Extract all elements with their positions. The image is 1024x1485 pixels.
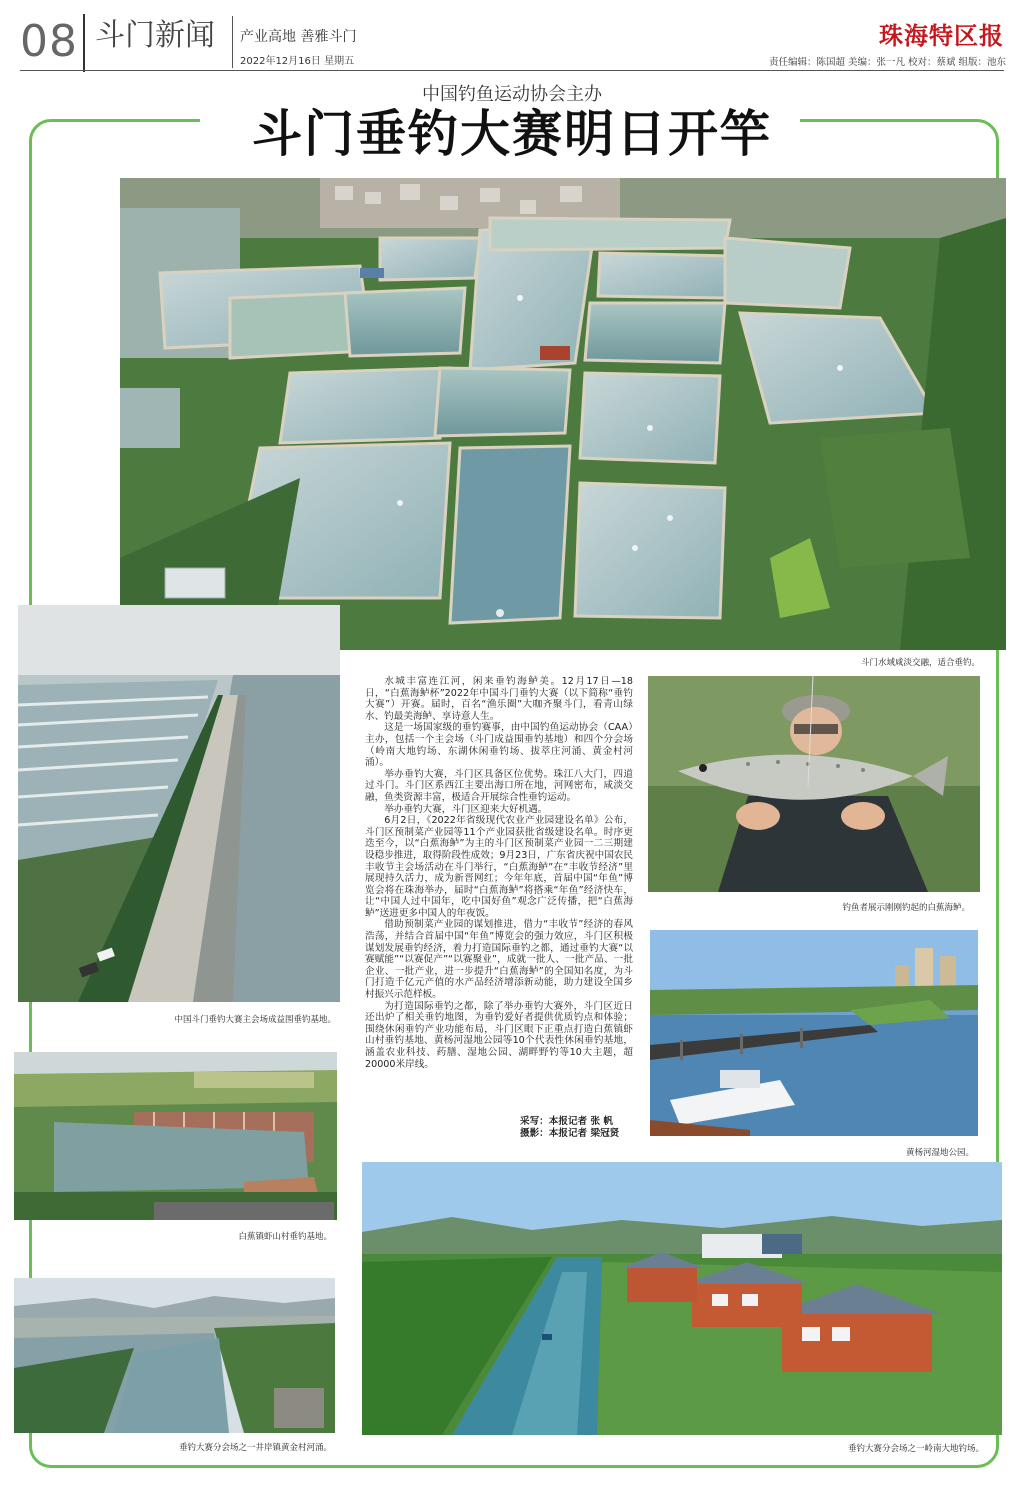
huangjin-illustration (14, 1278, 335, 1433)
embankment-base-photo (18, 605, 340, 1002)
wetland-illustration (650, 930, 978, 1136)
angler-photo (648, 676, 980, 892)
caption-bottom: 垂钓大赛分会场之一岭南大地钓场。 (847, 1444, 984, 1454)
paragraph-6: 借助预制菜产业园的谋划推进，借力“丰收节”经济的春风浩荡，并结合首届中国“年鱼”博览会的强力效应，斗门区积极谋划发展垂钓经济，着力打造国际垂钓之都，通过垂钓大赛“以赛赋能”“以赛促产”“以赛聚业”，成就一批人、一批产品、一批企业、一批产业，进一步提升“白蕉海鲈”的全国知名度，为斗门打造千亿元产值的水产品经济增添新动能，助力建设全国乡村振兴示范样板。 (365, 919, 633, 1001)
paragraph-4: 举办垂钓大赛，斗门区迎来大好机遇。 (384, 803, 548, 815)
byline (520, 1116, 619, 1139)
paragraph-3: 举办垂钓大赛，斗门区具备区位优势。珠江八大门，四道过斗门。斗门区系西江主要出海口所在地，河网密布，咸淡交融，鱼类资源丰富，极适合开展综合性垂钓运动。 (365, 768, 633, 803)
section-title: 斗门新闻 (95, 18, 215, 53)
xiashan-base-photo (14, 1052, 337, 1220)
xiashan-illustration (14, 1052, 337, 1220)
lingnan-fishing-photo (362, 1162, 1002, 1435)
aerial-ponds-illustration (120, 178, 1006, 650)
paragraph-7: 为打造国际垂钓之都，除了举办垂钓大赛外，斗门区近日还出炉了相关垂钓地图，为垂钓爱好者提供优质钓点和体验；围绕休闲垂钓产业功能布局，斗门区眼下正重点打造白蕉镇虾山村垂钓基地、黄杨河湿地公园等10个代表性休闲垂钓基地，涵盖农业科技、药膳、湿地公园、湖畔野钓等10大主题，超20000米岸线。 (365, 1000, 633, 1070)
paragraph-5: 6月2日，《2022年省级现代农业产业园建设名单》公布，斗门区预制菜产业园等11个产业园获批省级建设名单。时序更迭至今，以“白蕉海鲈”为主的斗门区预制菜产业园一二三期建设稳步推进，取得阶段性成效；9月23日，广东省庆祝中国农民丰收节主会场活动在斗门举行，“白蕉海鲈”在“丰收节经济”里展现持久活力，成为新晋网红；今年年底，首届中国“年鱼”博览会将在珠海举办，届时“白蕉海鲈”将搭乘“年鱼”经济快车，让“中国人过中国年，吃中国好鱼”观念广泛传播，把“白蕉海鲈”送进更多中国人的年夜饭。 (365, 815, 633, 919)
caption-main-photo: 斗门水域咸淡交融，适合垂钓。 (860, 658, 980, 668)
header-divider (83, 14, 85, 72)
byline-photographer: 摄影：本报记者 梁冠贤 (520, 1127, 620, 1139)
paragraph-1: 水城丰富连江河，闲来垂钓海鲈美。12月17日—18日，“白蕉海鲈杯”2022年中国斗门垂钓大赛（以下简称“垂钓大赛”）开赛。届时，百名“渔乐圈”大咖齐聚斗门，看青山绿水、钓最美海鲈、享诗意人生。 (365, 676, 633, 722)
paragraph-2: 这是一场国家级的垂钓赛事，由中国钓鱼运动协会（CAA）主办，包括一个主会场（斗门成益围垂钓基地）和四个分会场（岭南大地钓场、东湖休闲垂钓场、拔萃庄河涌、黄金村河涌）。 (365, 722, 633, 769)
huangjin-river-photo (14, 1278, 335, 1433)
embankment-illustration (18, 605, 340, 1002)
caption-left3: 垂钓大赛分会场之一井岸镇黄金村河涌。 (178, 1443, 332, 1453)
header-divider-2 (232, 16, 233, 68)
editor-credits: 责任编辑：陈国超 美编：张一凡 校对：蔡斌 组版：池东 (768, 57, 1006, 68)
article-headline: 斗门垂钓大赛明日开竿 (252, 104, 772, 163)
caption-left2: 白蕉镇虾山村垂钓基地。 (238, 1232, 332, 1242)
caption-right2: 黄杨河湿地公园。 (905, 1148, 974, 1158)
header-rule (20, 70, 1004, 71)
section-slogan: 产业高地 善雅斗门 (240, 29, 357, 45)
article-kicker: 中国钓鱼运动协会主办 (422, 84, 602, 105)
caption-right1: 钓鱼者展示刚刚钓起的白蕉海鲈。 (842, 903, 970, 913)
page-number: 08 (20, 16, 78, 67)
article-body (365, 676, 633, 1070)
huangyang-wetland-photo (650, 930, 978, 1136)
angler-illustration (648, 676, 980, 892)
byline-writer: 采写：本报记者 张 帆 (520, 1116, 614, 1127)
caption-left1: 中国斗门垂钓大赛主会场成益围垂钓基地。 (174, 1015, 336, 1025)
aerial-ponds-photo (120, 178, 1006, 650)
paper-logo: 珠海特区报 (879, 21, 1004, 50)
issue-date: 2022年12月16日 星期五 (240, 56, 355, 67)
lingnan-illustration (362, 1162, 1002, 1435)
